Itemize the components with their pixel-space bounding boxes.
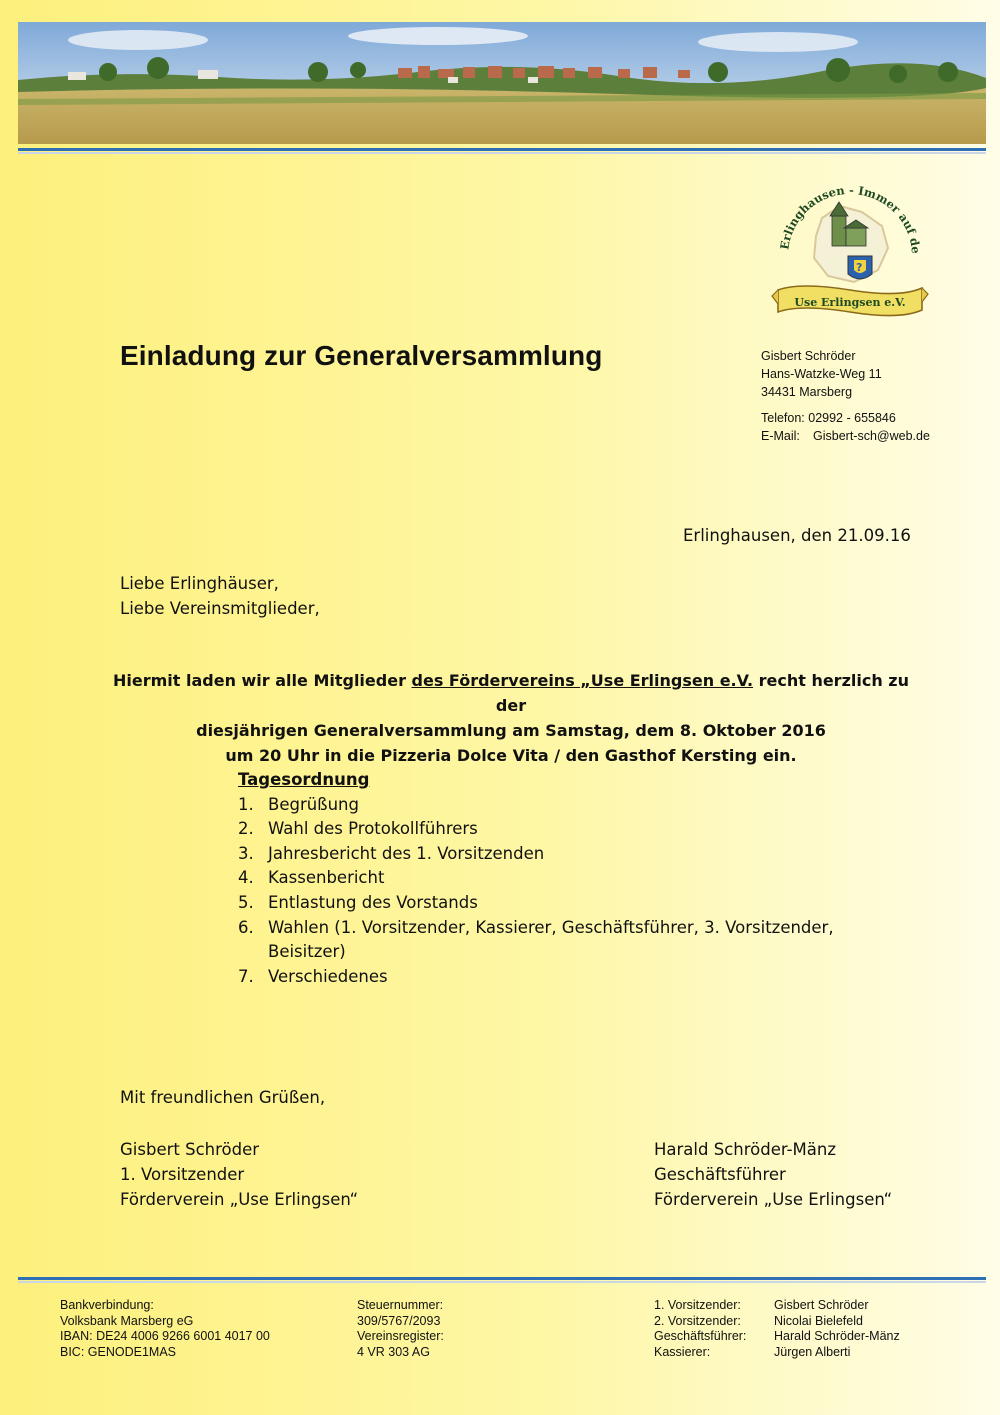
contact-email-link[interactable]: Gisbert-sch@web.de (813, 429, 930, 443)
agenda-item-text: Verschiedenes (268, 966, 388, 986)
svg-text:?: ? (856, 261, 863, 274)
agenda-item-number: 1. (238, 794, 254, 814)
invitation-post: recht herzlich zu der (495, 671, 909, 715)
agenda-item-text: Wahlen (1. Vorsitzender, Kassierer, Geschäftsführer, 3. Vorsitzender, Beisitzer) (268, 917, 834, 962)
footer-board-row (654, 1298, 900, 1314)
footer-board-row (654, 1314, 900, 1330)
list-item (238, 793, 838, 818)
list-item (238, 965, 838, 990)
contact-gap (761, 401, 930, 409)
list-item (238, 891, 838, 916)
contact-city: 34431 Marsberg (761, 385, 853, 399)
agenda-item-number: 3. (238, 843, 254, 863)
logo-icon (770, 178, 930, 328)
footer-board-row (654, 1329, 900, 1345)
header-panorama (18, 22, 986, 144)
agenda-item-text: Kassenbericht (268, 868, 385, 888)
header-rule-shadow (18, 152, 986, 154)
footer-bank-label: Bankverbindung: (60, 1298, 154, 1312)
svg-text:Erlinghausen - Immer auf der H: Erlinghausen - Immer auf de (777, 182, 924, 255)
footer-tax (357, 1298, 444, 1360)
list-item (238, 866, 838, 891)
board-name: Jürgen Alberti (774, 1344, 851, 1359)
invitation-line-3: um 20 Uhr in die Pizzeria Dolce Vita / den Gasthof Kersting ein. (225, 746, 797, 765)
header-rule (18, 148, 986, 151)
board-role: 2. Vorsitzender: (654, 1313, 741, 1328)
greeting-line-2: Liebe Vereinsmitglieder, (120, 599, 320, 618)
signature-right-role: Geschäftsführer (654, 1165, 786, 1184)
signature-left-role: 1. Vorsitzender (120, 1165, 245, 1184)
letter-date: Erlinghausen, den 21.09.16 (683, 526, 911, 545)
agenda-item-text: Begrüßung (268, 794, 359, 814)
greeting-line-1: Liebe Erlinghäuser, (120, 574, 279, 593)
panorama-image (18, 22, 986, 144)
invitation-line-2: diesjährigen Generalversammlung am Samstag, dem 8. Oktober 2016 (196, 721, 826, 740)
contact-email-row (761, 427, 930, 445)
contact-name: Gisbert Schröder (761, 349, 856, 363)
agenda-list (238, 793, 838, 990)
signature-right-org: Förderverein „Use Erlingsen“ (654, 1190, 893, 1209)
footer-board (654, 1298, 900, 1360)
agenda-item-text: Entlastung des Vorstands (268, 892, 478, 912)
list-item (238, 817, 838, 842)
board-role: 1. Vorsitzender: (654, 1298, 741, 1312)
footer-rule (18, 1277, 986, 1280)
contact-phone: Telefon: 02992 - 655846 (761, 411, 896, 425)
footer-bank-iban: IBAN: DE24 4006 9266 6001 4017 00 (60, 1329, 270, 1343)
board-name: Nicolai Bielefeld (774, 1313, 863, 1328)
sender-contact (761, 347, 930, 445)
greeting (120, 571, 320, 621)
invitation-line-1 (110, 668, 912, 718)
closing: Mit freundlichen Grüßen, (120, 1088, 326, 1107)
agenda-item-number: 6. (238, 917, 254, 937)
board-role: Geschäftsführer: (654, 1329, 747, 1343)
footer-rule-shadow (18, 1281, 986, 1283)
agenda-item-number: 2. (238, 819, 254, 839)
footer-bank-name: Volksbank Marsberg eG (60, 1313, 194, 1328)
page-title: Einladung zur Generalversammlung (120, 340, 603, 371)
invitation-pre: Hiermit laden wir alle Mitglieder (112, 671, 412, 690)
invitation-underlined: des Fördervereins „Use Erlingsen e.V. (411, 671, 754, 690)
board-role: Kassierer: (654, 1344, 711, 1359)
board-name: Gisbert Schröder (774, 1298, 869, 1312)
footer-register: 4 VR 303 AG (357, 1344, 430, 1359)
list-item (238, 916, 838, 965)
contact-email-label: E-Mail: (761, 429, 800, 443)
agenda-item-text: Jahresbericht des 1. Vorsitzenden (268, 843, 545, 863)
board-name: Harald Schröder-Mänz (774, 1329, 900, 1343)
agenda-item-number: 4. (238, 868, 254, 888)
contact-street: Hans-Watzke-Weg 11 (761, 367, 882, 381)
footer-tax-number: 309/5767/2093 (357, 1313, 441, 1328)
agenda-item-text: Wahl des Protokollführers (268, 819, 478, 839)
footer-bank-bic: BIC: GENODE1MAS (60, 1344, 176, 1359)
footer-tax-label: Steuernummer: (357, 1298, 444, 1312)
svg-text:Use Erlingsen e.V.: Use Erlingsen e.V. (794, 296, 906, 309)
footer-board-row (654, 1345, 900, 1361)
signature-right (654, 1137, 892, 1212)
footer-register-label: Vereinsregister: (357, 1329, 444, 1343)
signature-left-org: Förderverein „Use Erlingsen“ (120, 1190, 359, 1209)
signature-left (120, 1137, 358, 1212)
agenda-item-number: 7. (238, 966, 254, 986)
agenda-item-number: 5. (238, 892, 254, 912)
agenda (238, 768, 838, 989)
signature-right-name: Harald Schröder-Mänz (654, 1140, 837, 1159)
signature-left-name: Gisbert Schröder (120, 1140, 260, 1159)
footer-bank (60, 1298, 270, 1360)
invitation-text (110, 668, 912, 768)
list-item (238, 842, 838, 867)
agenda-title: Tagesordnung (238, 770, 370, 789)
club-logo (770, 178, 930, 328)
